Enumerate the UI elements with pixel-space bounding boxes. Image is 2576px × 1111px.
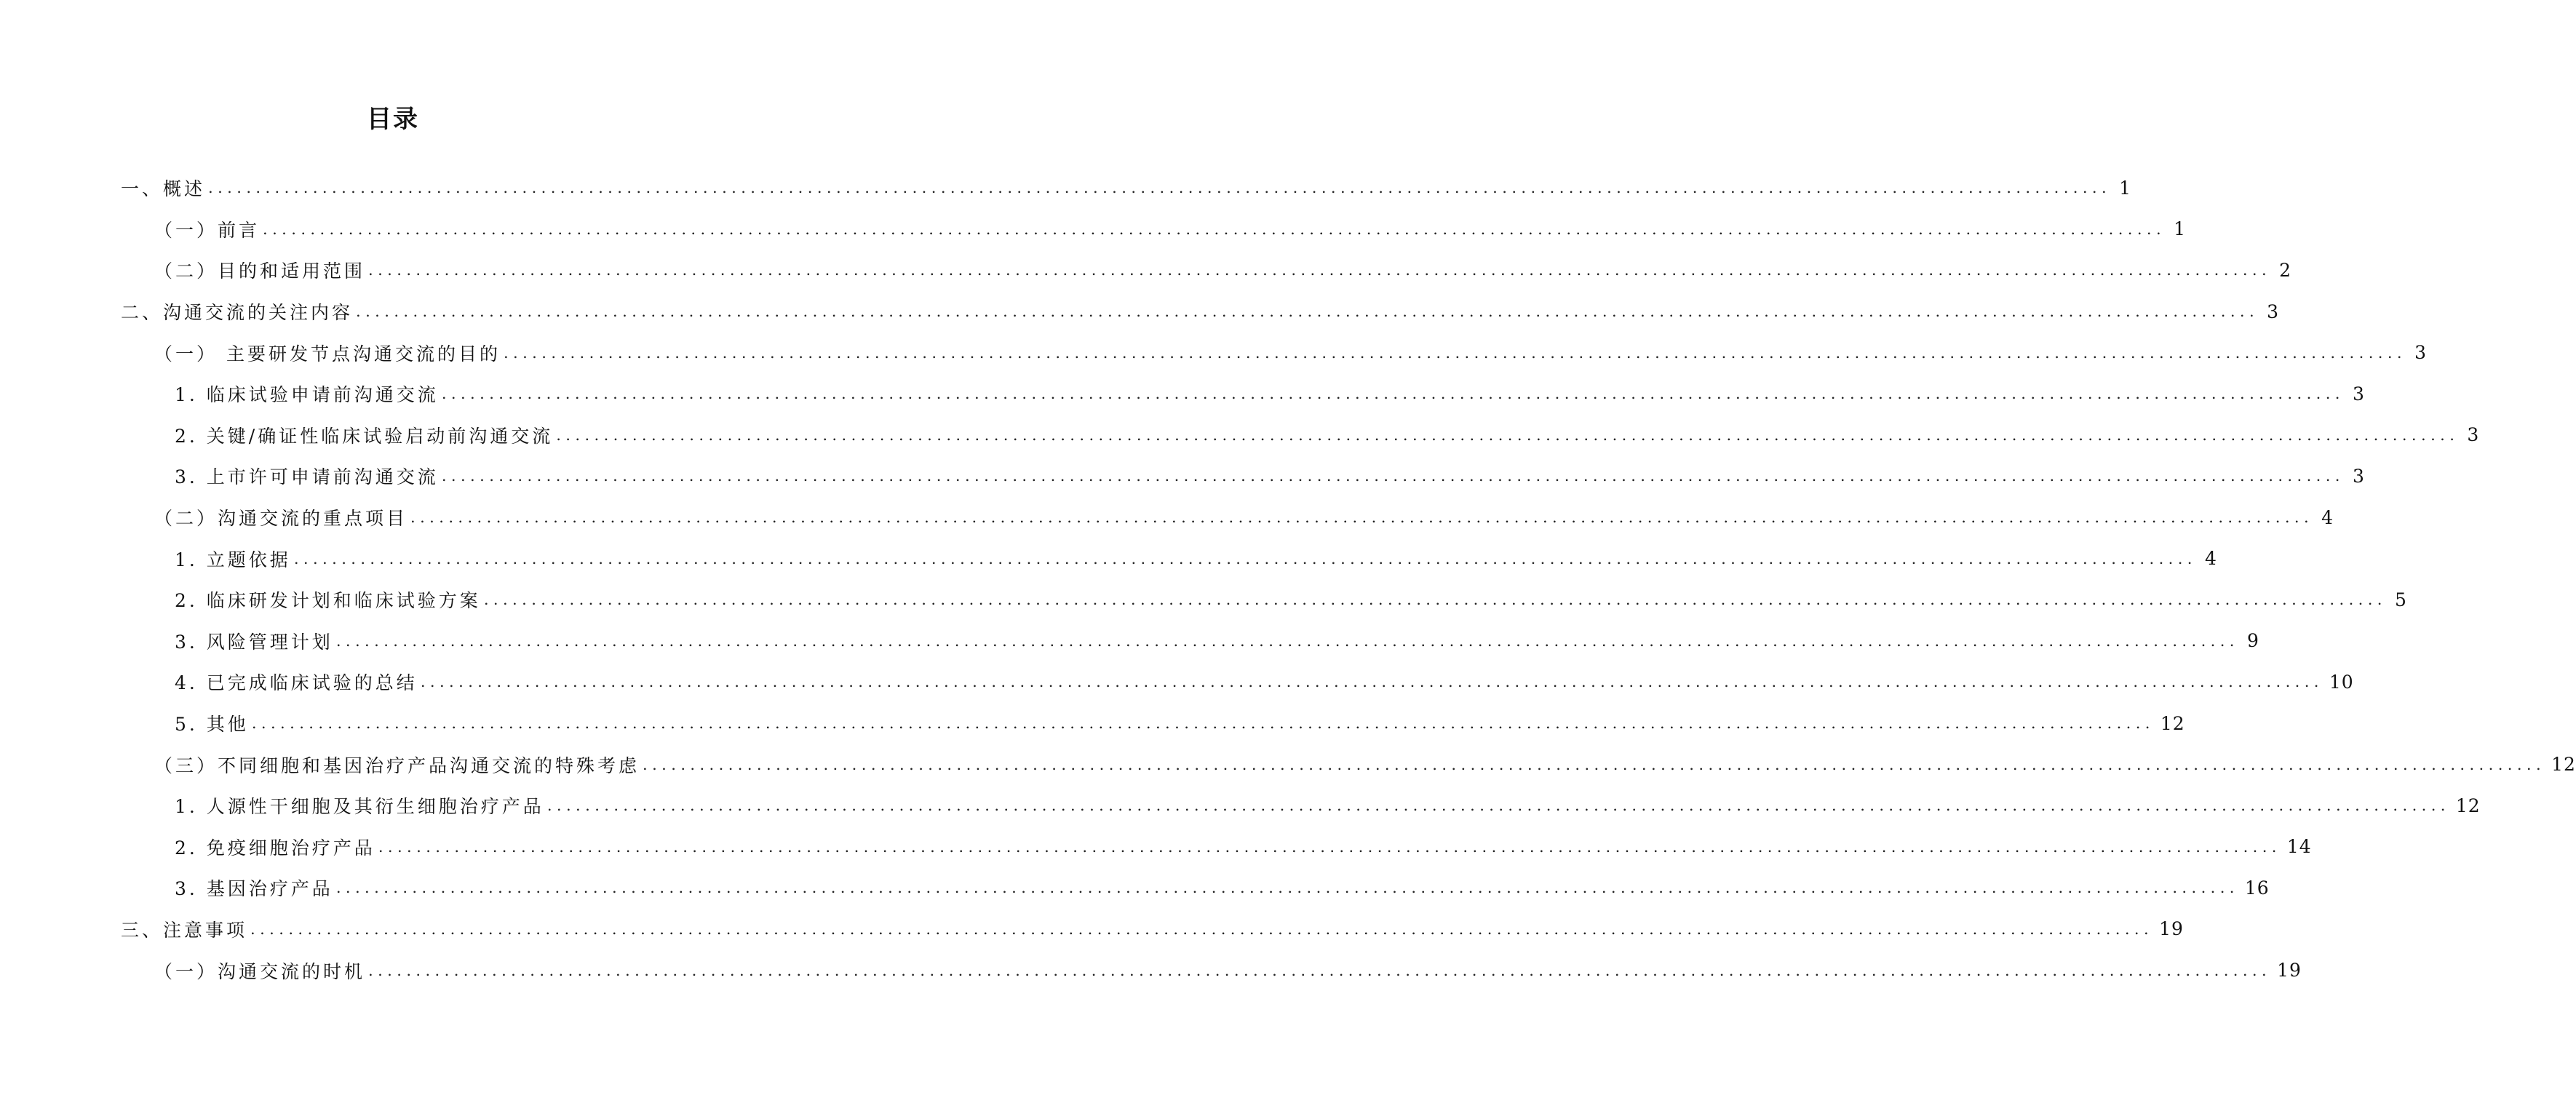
toc-dot-leader: ........................................................................................................................................................................................................: [441, 467, 2345, 485]
toc-entry-label: （二）沟通交流的重点项目: [154, 508, 408, 530]
toc-entry[interactable]: [0, 827, 2312, 868]
toc-entry-page-number: 2: [2279, 259, 2292, 281]
toc-entry-page-number: 10: [2329, 671, 2354, 693]
toc-dot-leader: ........................................................................................................................................................................................................: [335, 879, 2239, 897]
toc-entry[interactable]: [0, 949, 2302, 991]
toc-entry[interactable]: [0, 167, 2132, 209]
toc-entry-label: （三）不同细胞和基因治疗产品沟通交流的特殊考虑: [154, 754, 640, 776]
toc-entry[interactable]: [0, 332, 2428, 373]
toc-dot-leader: ........................................................................................................................................................................................................: [643, 755, 2546, 773]
toc-entry-label: 1. 人源性干细胞及其衍生细胞治疗产品: [175, 796, 544, 818]
table-of-contents: [0, 167, 2576, 991]
toc-entry[interactable]: [0, 621, 2259, 662]
toc-entry[interactable]: [0, 785, 2481, 827]
toc-entry-label: （一） 主要研发节点沟通交流的目的: [154, 343, 501, 365]
toc-dot-leader: ........................................................................................................................................................................................................: [378, 837, 2281, 856]
toc-dot-leader: ........................................................................................................................................................................................................: [293, 549, 2197, 568]
toc-entry-page-number: 1: [2119, 177, 2132, 199]
toc-dot-leader: ........................................................................................................................................................................................................: [250, 920, 2154, 938]
toc-entry-label: 1. 立题依据: [175, 549, 291, 570]
toc-entry-label: 4. 已完成临床试验的总结: [175, 672, 418, 694]
toc-entry-label: （二）目的和适用范围: [154, 260, 366, 282]
toc-dot-leader: ........................................................................................................................................................................................................: [503, 343, 2407, 362]
toc-entry[interactable]: [0, 497, 2334, 538]
toc-dot-leader: ........................................................................................................................................................................................................: [263, 220, 2166, 238]
toc-dot-leader: ........................................................................................................................................................................................................: [546, 797, 2450, 815]
toc-entry[interactable]: [0, 538, 2217, 579]
toc-entry-label: （一）沟通交流的时机: [154, 960, 366, 982]
toc-entry[interactable]: [0, 744, 2576, 785]
toc-dot-leader: ........................................................................................................................................................................................................: [335, 632, 2239, 650]
toc-entry-label: 3. 基因治疗产品: [175, 878, 333, 900]
toc-entry-label: （一）前言: [154, 219, 261, 241]
toc-entry-label: 3. 风险管理计划: [175, 631, 333, 653]
toc-entry[interactable]: [0, 867, 2270, 909]
toc-dot-leader: ........................................................................................................................................................................................................: [556, 426, 2460, 444]
toc-entry[interactable]: [0, 291, 2280, 332]
toc-entry-page-number: 19: [2159, 918, 2184, 940]
toc-entry[interactable]: [0, 909, 2184, 950]
toc-dot-leader: ........................................................................................................................................................................................................: [356, 303, 2259, 321]
toc-entry-page-number: 4: [2321, 506, 2334, 528]
toc-entry[interactable]: [0, 415, 2480, 456]
toc-entry[interactable]: [0, 661, 2354, 703]
toc-dot-leader: ........................................................................................................................................................................................................: [208, 179, 2112, 197]
toc-dot-leader: ........................................................................................................................................................................................................: [483, 591, 2387, 609]
toc-entry-page-number: 12: [2160, 712, 2185, 734]
toc-entry[interactable]: [0, 209, 2187, 250]
toc-entry-page-number: 3: [2467, 424, 2480, 446]
toc-entry-label: 一、概述: [121, 178, 206, 200]
toc-entry-page-number: 4: [2204, 548, 2217, 570]
toc-entry-page-number: 14: [2286, 836, 2312, 858]
toc-entry-label: 三、注意事项: [121, 919, 248, 941]
toc-entry-label: 1. 临床试验申请前沟通交流: [175, 384, 439, 406]
toc-entry-page-number: 3: [2352, 465, 2365, 487]
toc-entry-label: 2. 关键/确证性临床试验启动前沟通交流: [175, 425, 554, 447]
toc-entry-label: 二、沟通交流的关注内容: [121, 302, 354, 324]
toc-entry[interactable]: [0, 250, 2292, 291]
toc-entry[interactable]: [0, 579, 2407, 621]
toc-dot-leader: ........................................................................................................................................................................................................: [420, 673, 2323, 691]
toc-entry-page-number: 1: [2174, 218, 2187, 240]
toc-entry[interactable]: [0, 455, 2365, 497]
toc-entry-page-number: 16: [2244, 877, 2270, 899]
toc-entry-page-number: 19: [2277, 960, 2302, 981]
toc-entry-page-number: 3: [2352, 383, 2365, 405]
toc-entry-page-number: 3: [2267, 300, 2280, 322]
toc-entry-page-number: 12: [2455, 795, 2481, 816]
toc-entry-page-number: 3: [2414, 342, 2428, 364]
toc-entry-label: 5. 其他: [175, 714, 249, 736]
toc-entry[interactable]: [0, 703, 2185, 744]
toc-dot-leader: ........................................................................................................................................................................................................: [368, 261, 2272, 279]
toc-dot-leader: ........................................................................................................................................................................................................: [410, 509, 2314, 527]
toc-title: 目录: [367, 105, 419, 134]
toc-entry-label: 2. 临床研发计划和临床试验方案: [175, 590, 481, 612]
toc-entry[interactable]: [0, 373, 2365, 415]
toc-entry-label: 3. 上市许可申请前沟通交流: [175, 466, 439, 488]
toc-dot-leader: ........................................................................................................................................................................................................: [251, 714, 2155, 733]
toc-dot-leader: ........................................................................................................................................................................................................: [441, 385, 2345, 403]
toc-entry-label: 2. 免疫细胞治疗产品: [175, 837, 375, 859]
toc-entry-page-number: 12: [2551, 754, 2576, 776]
toc-entry-page-number: 5: [2394, 589, 2407, 610]
toc-entry-page-number: 9: [2246, 630, 2259, 652]
toc-dot-leader: ........................................................................................................................................................................................................: [368, 961, 2272, 979]
